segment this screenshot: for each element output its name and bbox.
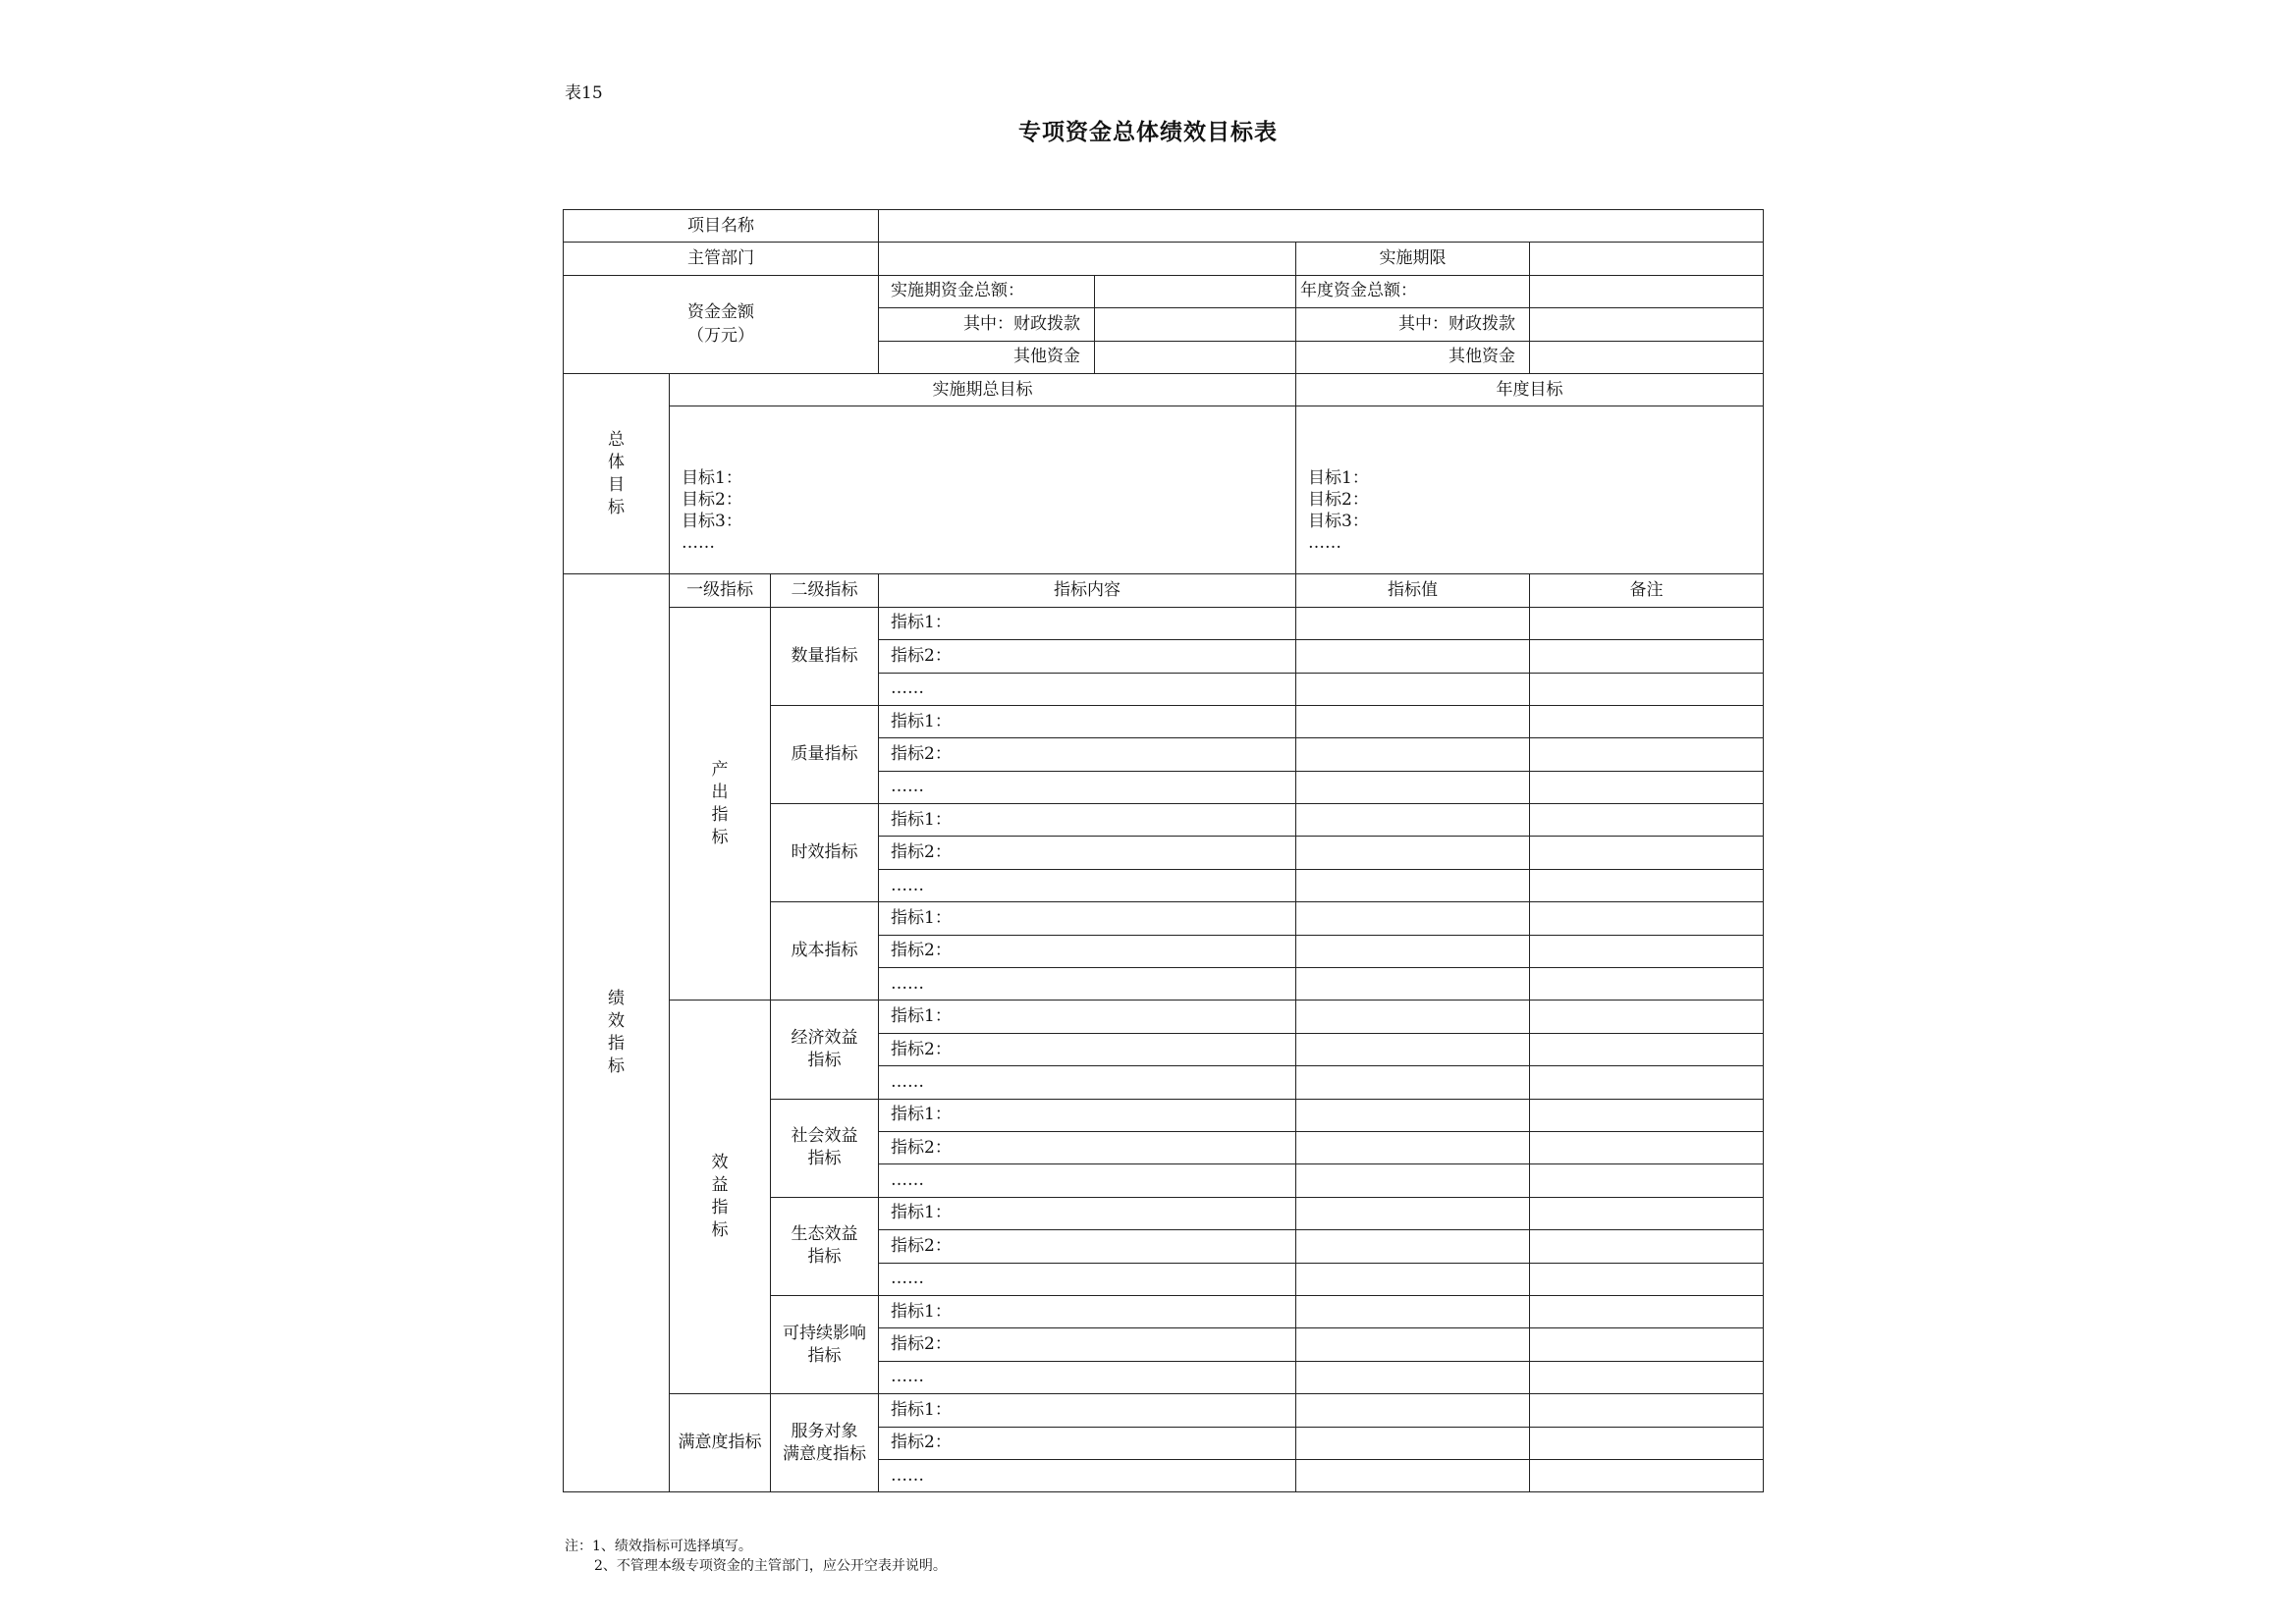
indicator-remark[interactable] xyxy=(1530,771,1764,803)
indicator-item[interactable]: 指标1： xyxy=(879,1099,1296,1131)
indicator-remark[interactable] xyxy=(1530,1099,1764,1131)
indicator-item[interactable]: 指标1： xyxy=(879,1394,1296,1427)
indicator-value[interactable] xyxy=(1296,1459,1530,1491)
level1-satisfaction: 满意度指标 xyxy=(670,1394,771,1492)
project-name-value[interactable] xyxy=(879,210,1764,243)
indicator-remark[interactable] xyxy=(1530,607,1764,639)
row-department xyxy=(564,243,1764,275)
header-level1: 一级指标 xyxy=(670,574,771,607)
period-label: 实施期限 xyxy=(1296,243,1530,275)
level2-quality: 质量指标 xyxy=(771,705,879,803)
row-project-name xyxy=(564,210,1764,243)
period-fiscal-value[interactable] xyxy=(1095,308,1296,341)
indicator-item[interactable]: …… xyxy=(879,771,1296,803)
indicator-item[interactable]: 指标1： xyxy=(879,1295,1296,1327)
indicator-remark[interactable] xyxy=(1530,804,1764,837)
annual-total-label: 年度资金总额： xyxy=(1296,275,1530,307)
period-value[interactable] xyxy=(1530,243,1764,275)
indicator-item[interactable]: 指标1： xyxy=(879,705,1296,737)
indicator-remark[interactable] xyxy=(1530,1328,1764,1361)
indicator-value[interactable] xyxy=(1296,1001,1530,1033)
indicator-remark[interactable] xyxy=(1530,1066,1764,1099)
level1-output: 产 出 指 标 xyxy=(670,607,771,1001)
indicator-item[interactable]: 指标1： xyxy=(879,1197,1296,1229)
indicator-remark[interactable] xyxy=(1530,1295,1764,1327)
indicator-item[interactable]: 指标2： xyxy=(879,1131,1296,1163)
indicator-remark[interactable] xyxy=(1530,1427,1764,1459)
indicator-item[interactable]: 指标1： xyxy=(879,607,1296,639)
indicator-remark[interactable] xyxy=(1530,935,1764,967)
indicator-remark[interactable] xyxy=(1530,705,1764,737)
period-goal-header: 实施期总目标 xyxy=(670,373,1296,406)
indicator-remark[interactable] xyxy=(1530,869,1764,901)
level2-ecological: 生态效益 指标 xyxy=(771,1197,879,1295)
annual-other-label: 其他资金 xyxy=(1296,341,1530,373)
indicator-value[interactable] xyxy=(1296,1263,1530,1295)
indicator-item[interactable]: 指标2： xyxy=(879,1328,1296,1361)
overall-goals-label: 总 体 目 标 xyxy=(564,373,670,573)
indicator-value[interactable] xyxy=(1296,1131,1530,1163)
period-fiscal-label: 其中：财政拨款 xyxy=(879,308,1095,341)
level2-service-satisfaction: 服务对象 满意度指标 xyxy=(771,1394,879,1492)
indicator-value[interactable] xyxy=(1296,640,1530,673)
indicator-remark[interactable] xyxy=(1530,1131,1764,1163)
indicator-value[interactable] xyxy=(1296,935,1530,967)
level2-social: 社会效益 指标 xyxy=(771,1099,879,1197)
period-other-value[interactable] xyxy=(1095,341,1296,373)
header-value: 指标值 xyxy=(1296,574,1530,607)
department-value[interactable] xyxy=(879,243,1296,275)
indicator-value[interactable] xyxy=(1296,902,1530,935)
indicator-remark[interactable] xyxy=(1530,902,1764,935)
annual-fiscal-value[interactable] xyxy=(1530,308,1764,341)
annual-other-value[interactable] xyxy=(1530,341,1764,373)
indicator-item[interactable]: 指标1： xyxy=(879,1001,1296,1033)
performance-target-table xyxy=(563,209,1764,1492)
indicator-value[interactable] xyxy=(1296,1361,1530,1393)
indicator-item[interactable]: 指标2： xyxy=(879,738,1296,771)
table-row xyxy=(564,1001,1764,1033)
period-other-label: 其他资金 xyxy=(879,341,1095,373)
indicator-value[interactable] xyxy=(1296,1427,1530,1459)
indicator-remark[interactable] xyxy=(1530,1394,1764,1427)
table-row xyxy=(564,607,1764,639)
indicator-value[interactable] xyxy=(1296,1066,1530,1099)
indicator-remark[interactable] xyxy=(1530,1361,1764,1393)
document-title: 专项资金总体绩效目标表 xyxy=(1018,119,1278,145)
annual-goal-header: 年度目标 xyxy=(1296,373,1764,406)
indicator-remark[interactable] xyxy=(1530,673,1764,705)
indicator-value[interactable] xyxy=(1296,738,1530,771)
indicator-value[interactable] xyxy=(1296,771,1530,803)
level2-cost: 成本指标 xyxy=(771,902,879,1001)
table-row xyxy=(564,1394,1764,1427)
indicator-item[interactable]: …… xyxy=(879,869,1296,901)
level2-timeliness: 时效指标 xyxy=(771,804,879,902)
indicator-remark[interactable] xyxy=(1530,1459,1764,1491)
indicator-item[interactable]: …… xyxy=(879,1459,1296,1491)
indicator-value[interactable] xyxy=(1296,705,1530,737)
indicator-item[interactable]: …… xyxy=(879,1164,1296,1197)
level2-economic: 经济效益 指标 xyxy=(771,1001,879,1099)
header-content: 指标内容 xyxy=(879,574,1296,607)
indicator-remark[interactable] xyxy=(1530,837,1764,869)
project-name-label: 项目名称 xyxy=(564,210,879,243)
indicator-value[interactable] xyxy=(1296,1230,1530,1263)
indicator-value[interactable] xyxy=(1296,1295,1530,1327)
indicator-remark[interactable] xyxy=(1530,1230,1764,1263)
period-total-label: 实施期资金总额： xyxy=(879,275,1095,307)
header-level2: 二级指标 xyxy=(771,574,879,607)
indicator-item[interactable]: 指标2： xyxy=(879,1230,1296,1263)
indicator-item[interactable]: 指标2： xyxy=(879,837,1296,869)
indicator-value[interactable] xyxy=(1296,804,1530,837)
indicator-remark[interactable] xyxy=(1530,1164,1764,1197)
row-indicator-header xyxy=(564,574,1764,607)
indicator-remark[interactable] xyxy=(1530,1033,1764,1065)
row-goals-header xyxy=(564,373,1764,406)
indicator-item[interactable]: 指标2： xyxy=(879,640,1296,673)
indicator-item[interactable]: 指标1： xyxy=(879,902,1296,935)
indicator-remark[interactable] xyxy=(1530,738,1764,771)
header-remark: 备注 xyxy=(1530,574,1764,607)
period-total-value[interactable] xyxy=(1095,275,1296,307)
annual-goal-content[interactable]: 目标1： 目标2： 目标3： …… xyxy=(1296,406,1764,574)
performance-indicators-label: 绩 效 指 标 xyxy=(564,574,670,1492)
indicator-item[interactable]: …… xyxy=(879,673,1296,705)
indicator-value[interactable] xyxy=(1296,1328,1530,1361)
row-goals-body xyxy=(564,406,1764,574)
indicator-value[interactable] xyxy=(1296,1033,1530,1065)
level2-quantity: 数量指标 xyxy=(771,607,879,705)
indicator-value[interactable] xyxy=(1296,607,1530,639)
indicator-remark[interactable] xyxy=(1530,1197,1764,1229)
indicator-value[interactable] xyxy=(1296,968,1530,1001)
indicator-item[interactable]: 指标2： xyxy=(879,1033,1296,1065)
footnote-2: 2、不管理本级专项资金的主管部门，应公开空表并说明。 xyxy=(594,1558,947,1574)
level2-sustainable: 可持续影响 指标 xyxy=(771,1295,879,1393)
indicator-item[interactable]: …… xyxy=(879,1361,1296,1393)
indicator-item[interactable]: 指标1： xyxy=(879,804,1296,837)
indicator-value[interactable] xyxy=(1296,673,1530,705)
indicator-item[interactable]: …… xyxy=(879,1263,1296,1295)
table-number: 表15 xyxy=(565,83,603,103)
indicator-value[interactable] xyxy=(1296,837,1530,869)
indicator-item[interactable]: 指标2： xyxy=(879,1427,1296,1459)
indicator-remark[interactable] xyxy=(1530,1001,1764,1033)
indicator-remark[interactable] xyxy=(1530,640,1764,673)
indicator-item[interactable]: …… xyxy=(879,1066,1296,1099)
indicator-value[interactable] xyxy=(1296,1099,1530,1131)
indicator-value[interactable] xyxy=(1296,1164,1530,1197)
department-label: 主管部门 xyxy=(564,243,879,275)
indicator-remark[interactable] xyxy=(1530,968,1764,1001)
row-funds-total xyxy=(564,275,1764,307)
indicator-item[interactable]: …… xyxy=(879,968,1296,1001)
annual-fiscal-label: 其中：财政拨款 xyxy=(1296,308,1530,341)
level1-benefit: 效 益 指 标 xyxy=(670,1001,771,1394)
indicator-remark[interactable] xyxy=(1530,1263,1764,1295)
indicator-value[interactable] xyxy=(1296,1197,1530,1229)
indicator-value[interactable] xyxy=(1296,869,1530,901)
footnote-1: 注：1、绩效指标可选择填写。 xyxy=(565,1539,752,1554)
funds-label: 资金金额 （万元） xyxy=(564,275,879,373)
period-goal-content[interactable]: 目标1： 目标2： 目标3： …… xyxy=(670,406,1296,574)
annual-total-value[interactable] xyxy=(1530,275,1764,307)
footnotes xyxy=(565,1537,947,1576)
indicator-value[interactable] xyxy=(1296,1394,1530,1427)
indicator-item[interactable]: 指标2： xyxy=(879,935,1296,967)
